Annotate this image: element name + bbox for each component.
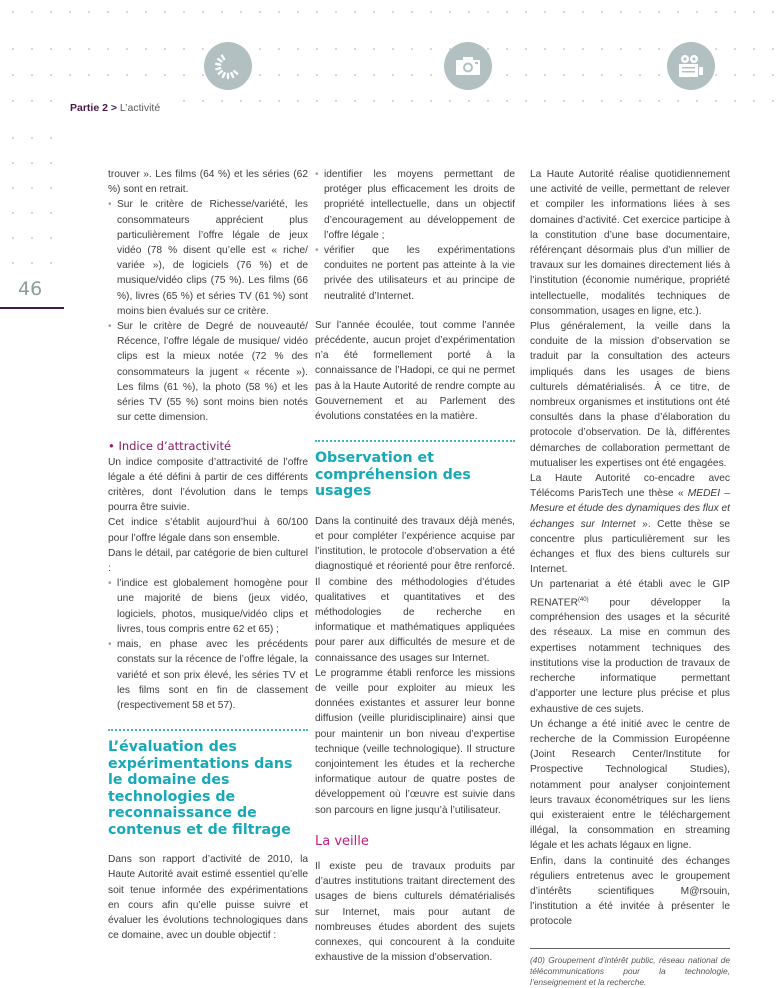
camera-icon — [444, 42, 492, 90]
objectives-list — [315, 167, 515, 304]
list-item: • vérifier que les expérimentations conduites ne portent pas atteinte à la vie privée des utilisateurs et au principe de neutralité d’Internet. — [315, 243, 515, 304]
subheading-veille: La veille — [315, 833, 369, 849]
indice-list — [108, 576, 308, 713]
column-2 — [315, 167, 515, 965]
paragraph: Un partenariat a été établi avec le GIP RENATER$^{(40)}$ pour développer la compréhension des usages et la sécurité des réseaux. La mise en commun des expertises notamment techniques des institutions vise la production de travaux de recherche informatique permettant d’apporter une lecture plus précise et plus exhaustive de ces sujets. — [530, 579, 730, 715]
paragraph: trouver ». Les films (64 %) et les séries (62 %) sont en retrait. — [108, 169, 308, 196]
page-number-rule — [0, 307, 64, 309]
dotted-separator — [108, 729, 308, 731]
paragraph: Dans la continuité des travaux déjà menés, et pour compléter l’expérience acquise par l’institution, le protocole d’observation a été diagnostiqué et réorienté pour être renforcé. Il combine des méthodologies d’études qualitatives et quantitatives et des méthodologies de recherche en informatique et mathématiques appliquées pour parer aux difficultés de mesure et de connaissance des usages sur Internet. — [315, 515, 515, 664]
film-camera-icon — [667, 42, 715, 90]
footnote-ref[interactable]: (40) — [577, 596, 589, 603]
paragraph: Le programme établi renforce les missions de veille pour exploiter au mieux les données existantes et assurer leur bonne diffusion (veille pluridisciplinaire) ainsi que pour maintenir un bon niveau d’expertise technique (veille technologique). Il structure conjointement les études et la recherche informatique autour de quatre postes de développement où l’œuvre est suivie dans son parcours en ligne jusqu’à l’utilisateur. — [315, 667, 515, 816]
breadcrumb-separator: > — [107, 102, 120, 114]
loading-spinner-icon — [204, 42, 252, 90]
paragraph: Un indice composite d’attractivité de l’offre légale a été défini à partir de ces différents critères, dont l’évolution dans le temps pourra être suivie. — [108, 456, 308, 514]
footnote-rule — [530, 948, 730, 949]
paragraph: Dans le détail, par catégorie de bien culturel : — [108, 547, 308, 575]
section-heading-evaluation: L’évaluation des expérimentations dans le domaine des technologies de reconnaissance de contenus et de filtrage — [108, 739, 293, 838]
breadcrumb-part: Partie 2 — [70, 102, 108, 114]
column-3 — [530, 167, 730, 988]
subheading-indice: • Indice d’attractivité — [108, 439, 232, 454]
footnote: (40) Groupement d’intérêt public, réseau national de télécommunications pour la technologie, l’enseignement et la recherche. — [530, 954, 730, 987]
paragraph: La Haute Autorité co-encadre avec Télécoms ParisTech une thèse « MEDEI – Mesure et étude des dynamiques des flux et échanges sur Internet ». Cette thèse se concentre plus particulièrement sur les échanges et flux des biens culturels sur Internet. — [530, 473, 730, 576]
paragraph: Sur l’année écoulée, tout comme l’année précédente, aucun projet d’expérimentation n’a été formellement porté à la connaissance de l’Hadopi, ce qui ne permet pas à la Haute Autorité de rendre compte au Gouvernement et au Parlement des évolutions constatées en la matière. — [315, 319, 515, 423]
paragraph: La Haute Autorité réalise quotidiennement une activité de veille, permettant de relever et compiler les informations liées à ses domaines d’activité. Cet exercice participe à la constitution d’une base documentaire, référençant désormais plus d’un millier de travaux sur les domaines directement liés à l’institution (économie numérique, propriété intellectuelle, modalités techniques de consommation, usages en ligne, etc.). — [530, 169, 730, 317]
list-item: • l’indice est globalement homogène pour une majorité de biens (jeux vidéo, logiciels, photos, musique/vidéo clips et livres, tous compris entre 62 et 65) ; — [108, 576, 308, 637]
list-item: • mais, en phase avec les précédents constats sur la récence de l’offre légale, la variété et son prix élevé, les séries TV et les films sont en fin de classement (respectivement 58 et 57). — [108, 637, 308, 713]
thesis-title: MEDEI – Mesure et étude des dynamiques des flux et échanges sur Internet — [530, 488, 730, 530]
list-item: • identifier les moyens permettant de protéger plus efficacement les droits de propriété intellectuelle, dans un objectif d’encouragement au développement de l’offre légale ; — [315, 167, 515, 243]
list-item: • Sur le critère de Degré de nouveauté/ Récence, l’offre légale de musique/ vidéo clips est la mieux notée (72 % des consommateurs la jugent « récente »). Les films (61 %), la photo (58 %) et les séries TV (55 %) sont moins bien notés sur cette dimension. — [108, 319, 308, 425]
paragraph: Un échange a été initié avec le centre de recherche de la Commission Européenne (Joint Research Center/Institute for Prospective Technological Studies), notamment pour analyser conjointement leurs travaux économétriques sur les liens qui existeraient entre le téléchargement illégal, la consommation en streaming légale et les achats légaux en ligne. — [530, 718, 730, 852]
dotted-separator — [315, 440, 515, 442]
section-heading-observation: Observation et compréhension des usages — [315, 450, 471, 500]
paragraph: Plus généralement, la veille dans la conduite de la mission d’observation se traduit par la consultation des acteurs impliqués dans les usages de biens culturels dématérialisés. À ce titre, de nombreux organismes et institutions ont été consultés dans la phase d’élaboration du protocole d’observation. De là, différentes démarches de collaboration permettant de mutualiser les expertises ont été engagées. — [530, 321, 730, 469]
list-item: • Sur le critère de Richesse/variété, les consommateurs apprécient plus particulièrement l’offre légale de jeux vidéo (78 % disent qu’elle est « riche/ variée »), de logiciels (76 %) et de musique/vidéo clips (75 %). Les films (66 %), livres (65 %) et séries TV (61 %) sont moins bien évalués sur ce critère. — [108, 197, 308, 319]
page-number: 46 — [18, 278, 43, 300]
breadcrumb-section: L’activité — [119, 102, 161, 114]
paragraph: Enfin, dans la continuité des échanges réguliers entretenus avec le groupement d’intérêts scientifiques M@rsouin, l’institution a été invitée à présenter le protocole — [530, 855, 730, 928]
column-1 — [108, 167, 308, 943]
paragraph: Dans son rapport d’activité de 2010, la Haute Autorité avait estimé essentiel qu’elle soit tenue informée des expérimentations en cours afin qu’elle puisse suivre et évaluer les évolutions technologiques dans ce domaine, avec un double objectif : — [108, 854, 308, 942]
paragraph: Cet indice s’établit aujourd’hui à 60/100 pour l’offre légale dans son ensemble. — [108, 517, 308, 544]
paragraph: Il existe peu de travaux produits par d’autres institutions traitant directement des usages de biens culturels dématérialisés sur Internet, mais pour autant de nombreuses études abordent des sujets connexes, qui concourent à la conduite exhaustive de la mission d’observation. — [315, 861, 515, 964]
criteria-list — [108, 197, 308, 425]
breadcrumb — [70, 102, 160, 114]
